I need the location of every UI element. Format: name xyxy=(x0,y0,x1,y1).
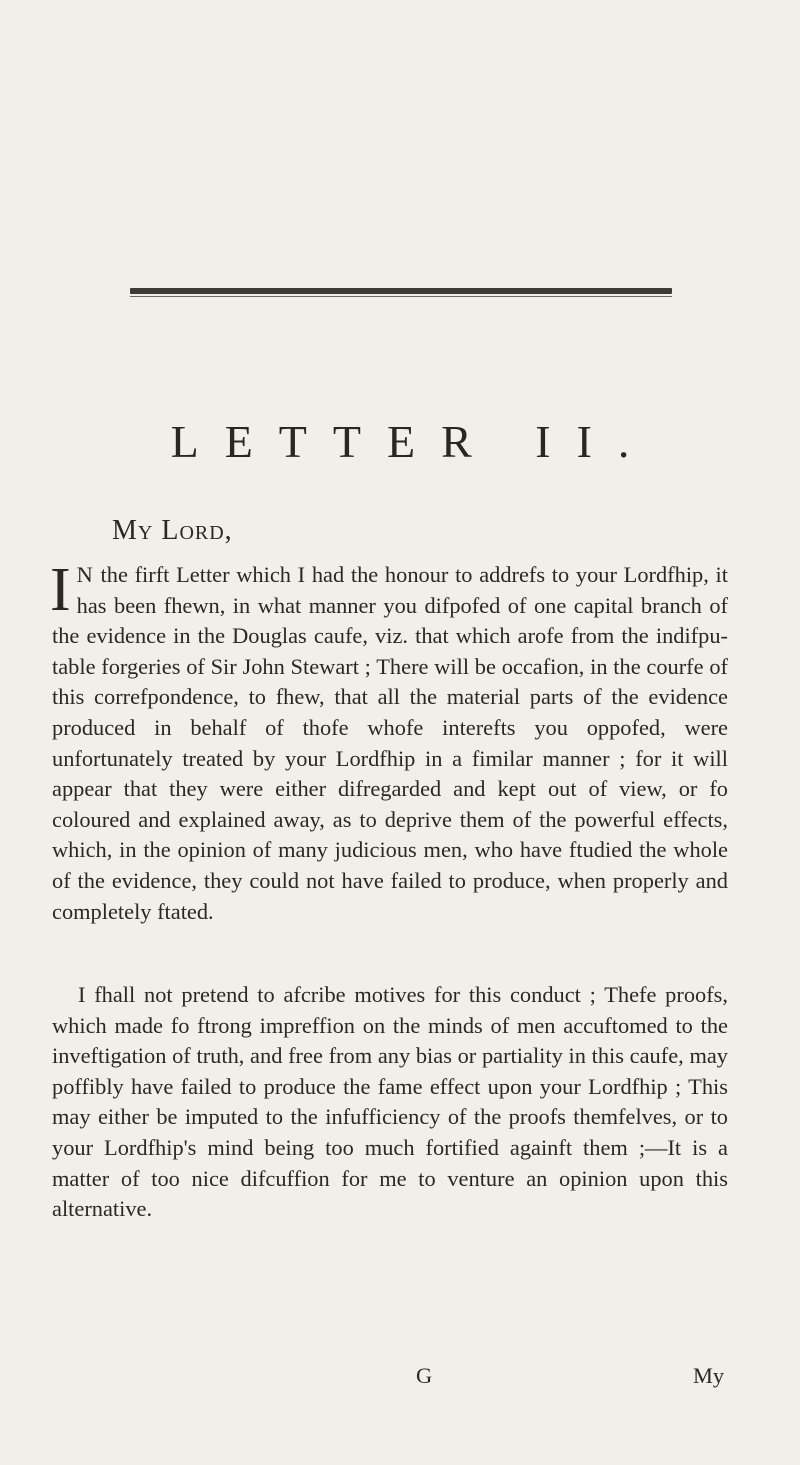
letter-heading: LETTER II. xyxy=(170,416,656,467)
header-rule xyxy=(130,288,672,294)
drop-cap: I xyxy=(50,556,71,624)
drop-cap-lead: N xyxy=(76,562,94,587)
paragraph-1-text: the firft Letter which I had the honour to addrefs to your Lordfhip, it has been fhewn, in what manner you difpofed of one capital branch of the evidence in the Douglas caufe, viz. that which arofe from the indifputable forgeries of Sir John Stewart ; There will be occafion, in the courfe of this correfpondence, to fhew, that all the material parts of the evidence produced in behalf of thofe whofe interefts you oppofed, were unfortunately treated by your Lordfhip in a fimilar manner ; for it will appear that they were either difregarded and kept out of view, or fo coloured and explained away, as to deprive them of the powerful effects, which, in the opinion of many judicious men, who have ftudied the whole of the evidence, they could not have failed to produce, when properly and completely ftated. xyxy=(52,562,728,924)
paragraph-2: I fhall not pretend to afcribe motives for this conduct ; Thefe proofs, which made fo ftrong impreffion on the minds of men accuftomed to the inveftigation of truth, and free from any bias or partiality in this caufe, may poffibly have failed to produce the fame effect upon your Lordfhip ; This may either be imputed to the infufficiency of the proofs themfelves, or to your Lordfhip's mind being too much fortified againft them ;—It is a matter of too nice difcuffion for me to venture an opinion upon this alternative. xyxy=(52,982,728,1222)
catchword: My xyxy=(693,1363,725,1388)
salutation: My Lord, xyxy=(112,515,233,546)
header-rule-thin xyxy=(130,296,672,297)
paragraph-1 xyxy=(50,556,728,927)
signature-mark: G xyxy=(416,1363,433,1388)
